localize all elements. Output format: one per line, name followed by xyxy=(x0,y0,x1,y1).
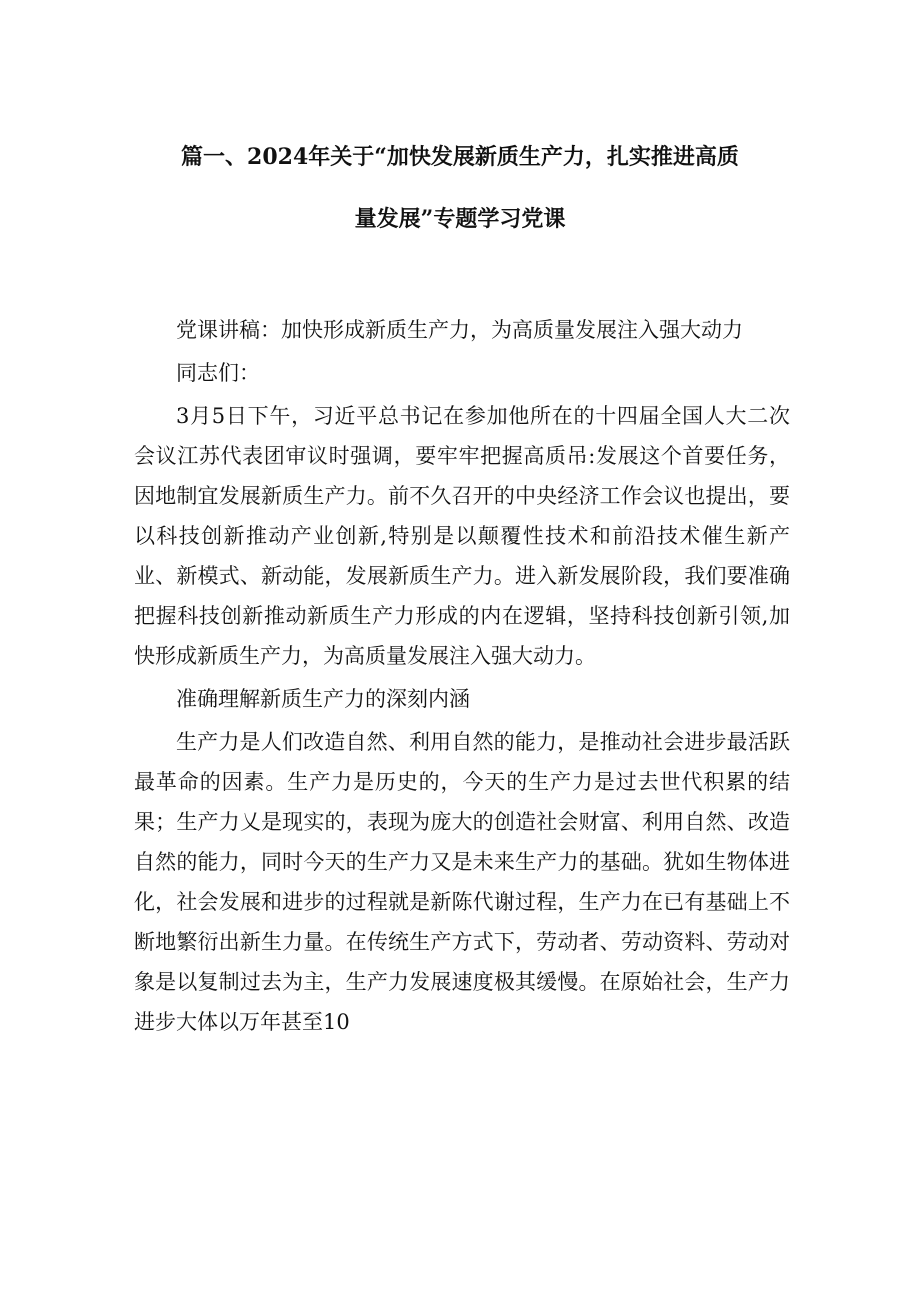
body-paragraph: 生产力是人们改造自然、利用自然的能力，是推动社会进步最活跃最革命的因素。生产力是历史的，今天的生产力是过去世代积累的结果；生产力乂是现实的，表现为庞大的创造社会财富、利用自然、改造自然的能力，同时今天的生产力又是未来生产力的基础。犹如生物体进化，社会发展和进步的过程就是新陈代谢过程，生产力在已有基础上不断地繁衍出新生力量。在传统生产方式下，劳动者、劳动资料、劳动对象是以复制过去为主，生产力发展速度极其缓慢。在原始社会，生产力进步大体以万年甚至10 xyxy=(134,730,790,1034)
lecture-subtitle: 党课讲稿：加快形成新质生产力，为高质量发展注入强大动力 xyxy=(176,318,743,342)
document-body xyxy=(134,310,790,1045)
section-heading: 准确理解新质生产力的深刻内涵 xyxy=(176,687,470,711)
body-paragraph: 3月5日下午，习近平总书记在参加他所在的十四届全国人大二次会议江苏代表团审议时强调，要牢牢把握高质吊:发展这个首要任务，因地制宜发展新质生产力。前不久召开的中央经济工作会议也提出，要以科技创新推动产业创新,特别是以颠覆性技术和前沿技术催生新产业、新模式、新动能，发展新质生产力。进入新发展阶段，我们要准确把握科技创新推动新质生产力形成的内在逻辑，坚持科技创新引领,加快形成新质生产力，为高质量发展注入强大动力。 xyxy=(134,404,790,668)
salutation: 同志们： xyxy=(176,361,260,385)
document-title-line-2: 量发展”专题学习党课 xyxy=(354,206,566,232)
document-title-line-1: 篇一、2024年关于“加快发展新质生产力，扎实推进高质 xyxy=(181,144,739,170)
